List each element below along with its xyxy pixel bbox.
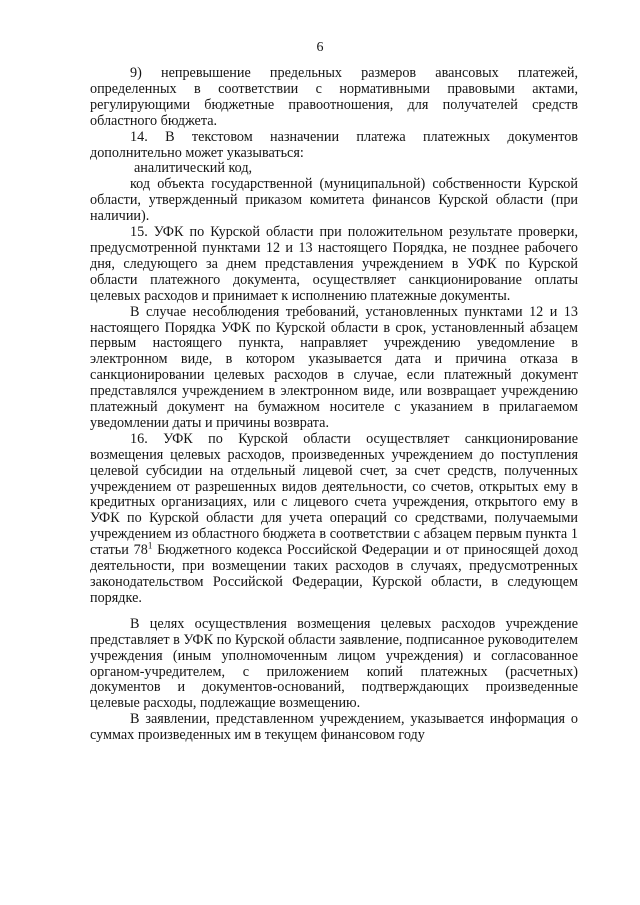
paragraph-16 [90, 432, 578, 607]
paragraph-14-analytic-code: аналитический код, [134, 160, 253, 177]
paragraph-14-object-code: код объекта государственной (муниципальной) собственности Курской области, утвержденный приказом комитета финансов Курской области (при наличии). [90, 176, 578, 225]
paragraph-item-9: 9) непревышение предельных размеров авансовых платежей, определенных в соответствии с нормативными правовыми актами, регулирующими бюджетные правоотношения, для получателей средств областного бюджета. [90, 65, 578, 129]
paragraph-15-refusal: В случае несоблюдения требований, установленных пунктами 12 и 13 настоящего Порядка УФК по Курской области в срок, установленный абзацем первым настоящего пункта, направляет учреждению уведомление в электронном виде, в котором указывается дата и причина отказа в санкционировании целевых расходов в случае, если платежный документ представлялся учреждением в электронном виде, или возвращает учреждению платежный документ на бумажном носителе с указанием в прилагаемом уведомлении даты и причины возврата. [90, 303, 578, 431]
superscript-1: 1 [147, 540, 153, 551]
paragraph-16-text-start: 16. УФК по Курской области осуществляет санкционирование возмещения целевых расходов, произведенных учреждением до поступления целевой субсидии на отдельный лицевой счет, за счет средств, полученных учреждением от разрешенных видов деятельности, со счетов, открытых ему в кредитных организациях, или с лицевого счета учреждения, открытого ему в УФК по Курской области для учета операций со средствами, получаемыми учреждением из областного бюджета в соответствии с абзацем первым пункта 1 статьи 78 [90, 430, 578, 559]
paragraph-15: 15. УФК по Курской области при положительном результате проверки, предусмотренной пунктами 12 и 13 настоящего Порядка, не позднее рабочего дня, следующего за днем представления учреждением в УФК по Курской области платежного документа, осуществляет санкционирование оплаты целевых расходов и принимает к исполнению платежные документы. [90, 224, 578, 304]
paragraph-16-reimbursement-purpose: В целях осуществления возмещения целевых расходов учреждение представляет в УФК по Курской области заявление, подписанное руководителем учреждения (иным уполномоченным лицом учреждения) и согласованное органом-учредителем, с приложением копий платежных (расчетных) документов и документов-оснований, подтверждающих произведенные целевые расходы, подлежащие возмещению. [90, 615, 578, 712]
paragraph-16-application-info: В заявлении, представленном учреждением, указывается информация о суммах произведенных им в текущем финансовом году [90, 711, 578, 744]
document-body [90, 66, 578, 744]
paragraph-16-text-end: Бюджетного кодекса Российской Федерации и от приносящей доход деятельности, при возмещении таких расходов в случаях, предусмотренных законодательством Российской Федерации, Курской области, в следующем порядке. [90, 542, 578, 606]
paragraph-14: 14. В текстовом назначении платежа платежных документов дополнительно может указываться: [90, 128, 578, 161]
page-number: 6 [316, 40, 324, 55]
